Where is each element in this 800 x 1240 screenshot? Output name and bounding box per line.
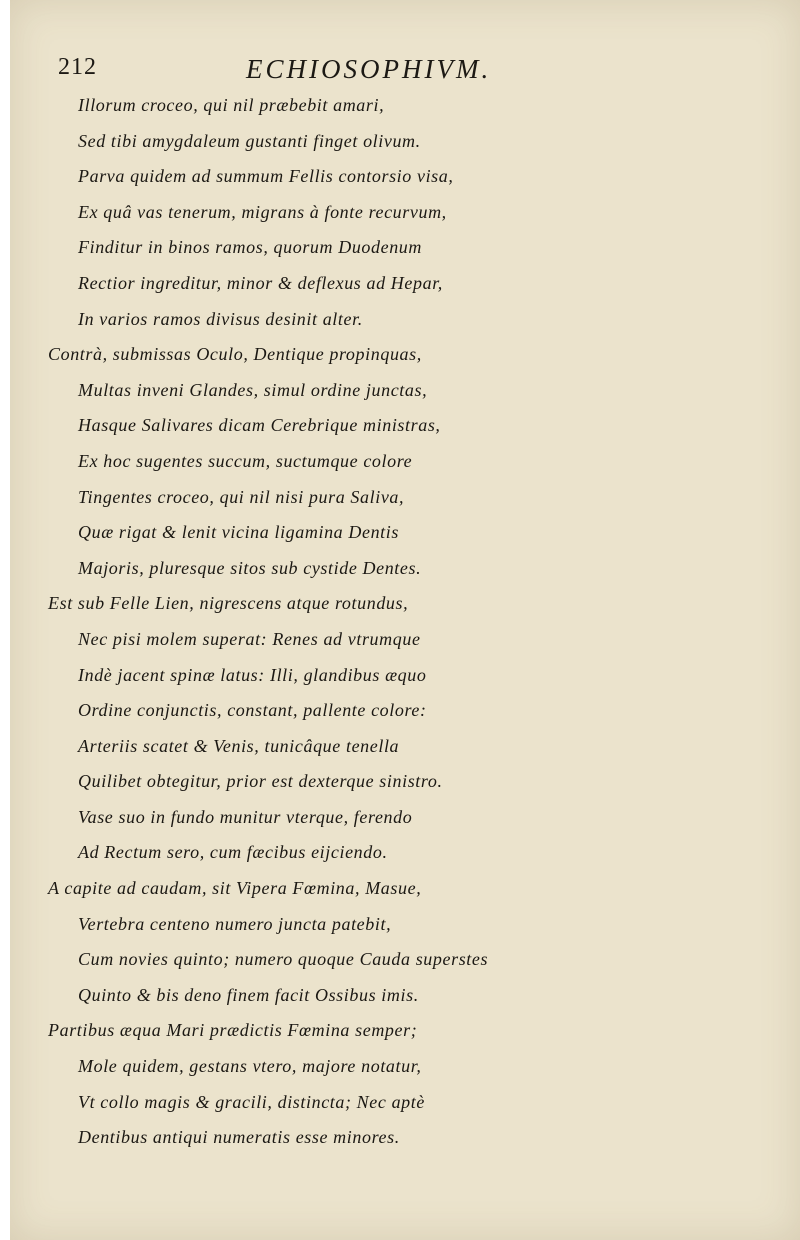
verse-line: Multas inveni Glandes, simul ordine junctas, [78,379,428,400]
verse-line: Est sub Felle Lien, nigrescens atque rotundus, [48,593,409,614]
verse-line: Dentibus antiqui numeratis esse minores. [78,1127,400,1148]
verse-line: Indè jacent spinæ latus: Illi, glandibus æquo [78,664,427,685]
page-number: 212 [58,54,97,80]
verse-line: Vt collo magis & gracili, distincta; Nec aptè [78,1091,425,1112]
verse-line: Vase suo in fundo munitur vterque, ferendo [78,806,413,827]
verse-line: Sed tibi amygdaleum gustanti finget olivum. [78,130,421,151]
verse-line: Ex quâ vas tenerum, migrans à fonte recurvum, [78,201,447,222]
verse-line: In varios ramos divisus desinit alter. [78,308,363,329]
verse-line: Quinto & bis deno finem facit Ossibus imis. [78,984,419,1005]
verse-line: Rectior ingreditur, minor & deflexus ad Hepar, [78,272,443,293]
verse-line: Quæ rigat & lenit vicina ligamina Dentis [78,522,399,543]
verse-line: Ad Rectum sero, cum fæcibus eijciendo. [78,842,388,863]
verse-line: Ordine conjunctis, constant, pallente colore: [78,700,427,721]
verse-line: Contrà, submissas Oculo, Dentique propinquas, [48,344,422,365]
verse-text [10,88,800,1156]
verse-line: Parva quidem ad summum Fellis contorsio visa, [78,166,454,187]
verse-line: Tingentes croceo, qui nil nisi pura Saliva, [78,486,405,507]
verse-line: Hasque Salivares dicam Cerebrique ministras, [78,415,441,436]
verse-line: Illorum croceo, qui nil præbebit amari, [78,95,385,115]
verse-line: Finditur in binos ramos, quorum Duodenum [78,237,423,258]
verse-line: A capite ad caudam, sit Vipera Fœmina, Masue, [48,878,422,899]
verse-line: Cum novies quinto; numero quoque Cauda superstes [78,949,489,970]
page-header [58,54,770,88]
running-title: ECHIOSOPHIVM. [246,54,492,84]
book-page [10,0,800,1240]
verse-line: Nec pisi molem superat: Renes ad vtrumque [78,628,421,649]
verse-line: Vertebra centeno numero juncta patebit, [78,913,392,934]
verse-line: Quilibet obtegitur, prior est dexterque sinistro. [78,771,443,792]
verse-line: Mole quidem, gestans vtero, majore notatur, [78,1056,422,1077]
verse-line: Arteriis scatet & Venis, tunicâque tenella [78,735,400,756]
verse-line: Partibus æqua Mari prædictis Fœmina semper; [48,1020,418,1041]
verse-line: Ex hoc sugentes succum, suctumque colore [78,450,413,471]
verse-line: Majoris, pluresque sitos sub cystide Dentes. [78,557,422,578]
